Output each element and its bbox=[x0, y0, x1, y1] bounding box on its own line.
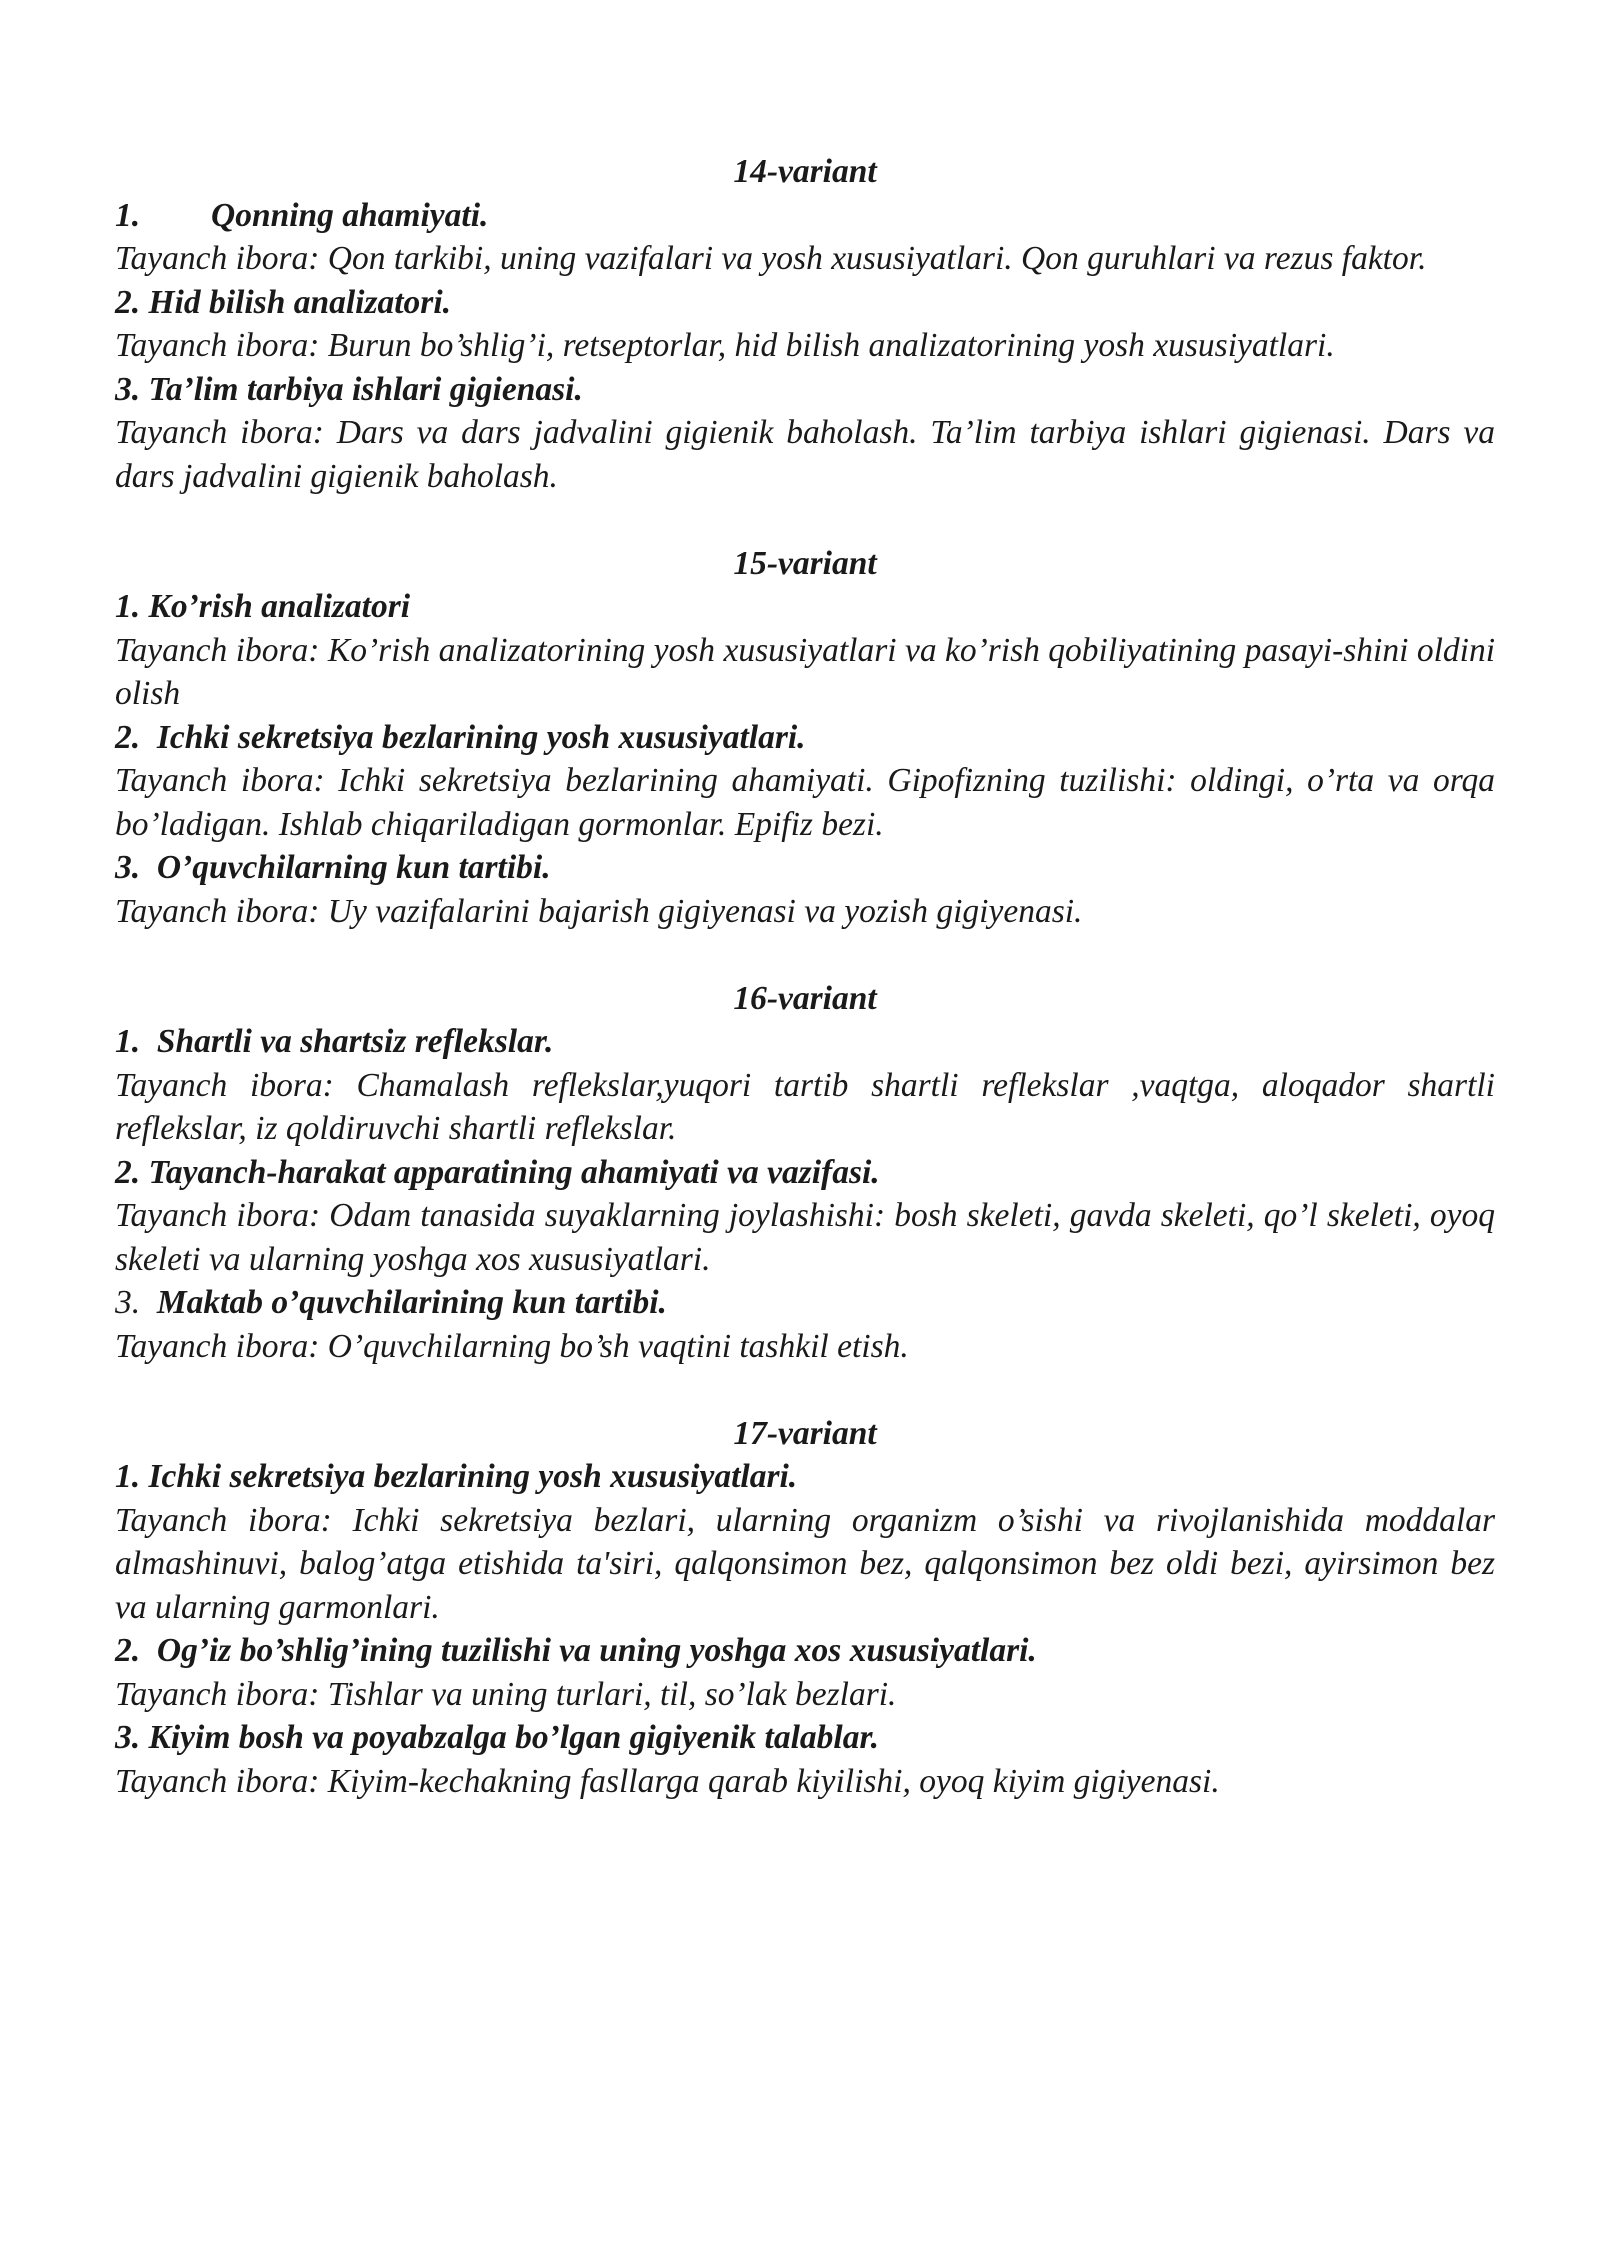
question-heading bbox=[115, 368, 1495, 412]
question-keywords: Tayanch ibora: Burun bo’shlig’i, retseptorlar, hid bilish analizatorining yosh xususiyatlari. bbox=[115, 327, 1335, 364]
question-heading bbox=[115, 281, 1495, 325]
question-number: 3. bbox=[115, 1284, 141, 1321]
question-title: Og’iz bo’shlig’ining tuzilishi va uning yoshga xos xususiyatlari. bbox=[156, 1632, 1037, 1669]
question-title: Shartli va shartsiz reflekslar. bbox=[156, 1023, 554, 1060]
question-title: Maktab o’quvchilarining kun tartibi. bbox=[156, 1284, 667, 1321]
question-keywords: Tayanch ibora: Ichki sekretsiya bezlari, ularning organizm o’sishi va rivojlanishida moddalar almashinuvi, balog’atga etishida ta'siri, qalqonsimon bez, qalqonsimon bez oldi bezi, ayirsimon bez va ularning garmonlari. bbox=[115, 1501, 1495, 1626]
variant-title: 17-variant bbox=[733, 1414, 877, 1452]
question-title: Tayanch-harakat apparatining ahamiyati va vazifasi. bbox=[148, 1153, 880, 1191]
question-number: 1. bbox=[115, 1458, 141, 1495]
variant-15 bbox=[115, 542, 1495, 934]
question-keywords: Tayanch ibora: Odam tanasida suyaklarning joylashishi: bosh skeleti, gavda skeleti, qo’l skeleti, oyoq skeleti va ularning yoshga xos xususiyatlari. bbox=[115, 1197, 1495, 1278]
question-keywords: Tayanch ibora: Tishlar va uning turlari, til, so’lak bezlari. bbox=[115, 1675, 897, 1713]
question-number: 1. bbox=[115, 588, 141, 625]
question-heading bbox=[115, 846, 1495, 890]
question-heading bbox=[115, 1151, 1495, 1195]
question-number: 3. bbox=[115, 849, 141, 886]
question-title: Ta’lim tarbiya ishlari gigienasi. bbox=[148, 370, 583, 408]
question-title: Ichki sekretsiya bezlarining yosh xususiyatlari. bbox=[148, 1458, 798, 1495]
question-heading bbox=[115, 194, 1495, 238]
question-number: 1. bbox=[115, 1023, 141, 1060]
question-number: 3. bbox=[115, 1719, 141, 1756]
question-keywords: Tayanch ibora: Qon tarkibi, uning vazifalari va yosh xususiyatlari. Qon guruhlari va rezus faktor. bbox=[115, 240, 1427, 277]
question-keywords: Tayanch ibora: Chamalash reflekslar,yuqori tartib shartli reflekslar ,vaqtga, aloqador shartli reflekslar, iz qoldiruvchi shartli reflekslar. bbox=[115, 1066, 1495, 1147]
question-title: O’quvchilarning kun tartibi. bbox=[156, 849, 551, 886]
question-heading bbox=[115, 1020, 1495, 1064]
question-heading bbox=[115, 1629, 1495, 1673]
question-number: 3. bbox=[115, 370, 141, 408]
variant-17 bbox=[115, 1412, 1495, 1804]
question-keywords: Tayanch ibora: O’quvchilarning bo’sh vaqtini tashkil etish. bbox=[115, 1327, 909, 1365]
question-keywords: Tayanch ibora: Dars va dars jadvalini gigienik baholash. Ta’lim tarbiya ishlari gigienasi. Dars va dars jadvalini gigienik baholash. bbox=[115, 414, 1495, 495]
question-heading bbox=[115, 1455, 1495, 1499]
variant-title: 16-variant bbox=[733, 979, 877, 1017]
question-heading bbox=[115, 1281, 1495, 1325]
variant-title: 15-variant bbox=[733, 544, 877, 582]
variant-14 bbox=[115, 150, 1495, 498]
question-heading bbox=[115, 585, 1495, 629]
question-title: Ko’rish analizatori bbox=[148, 588, 411, 625]
question-heading bbox=[115, 716, 1495, 760]
question-keywords: Tayanch ibora: Kiyim-kechakning fasllarga qarab kiyilishi, oyoq kiyim gigiyenasi. bbox=[115, 1762, 1220, 1800]
question-keywords: Tayanch ibora: Ichki sekretsiya bezlarining ahamiyati. Gipofizning tuzilishi: oldingi, o’rta va orqa bo’ladigan. Ishlab chiqariladigan gormonlar. Epifiz bezi. bbox=[115, 762, 1495, 843]
question-title: Hid bilish analizatori. bbox=[148, 283, 452, 321]
question-title: Ichki sekretsiya bezlarining yosh xususiyatlari. bbox=[156, 718, 806, 756]
question-heading bbox=[115, 1716, 1495, 1760]
question-number: 2. bbox=[115, 283, 141, 321]
question-number: 2. bbox=[115, 718, 141, 756]
question-keywords: Tayanch ibora: Uy vazifalarini bajarish gigiyenasi va yozish gigiyenasi. bbox=[115, 892, 1083, 930]
question-title: Kiyim bosh va poyabzalga bo’lgan gigiyenik talablar. bbox=[148, 1719, 880, 1756]
document-page bbox=[115, 150, 1495, 1803]
question-number: 1. bbox=[115, 196, 141, 234]
variant-16 bbox=[115, 977, 1495, 1369]
question-number: 2. bbox=[115, 1153, 141, 1191]
question-title: Qonning ahamiyati. bbox=[211, 196, 489, 234]
question-number: 2. bbox=[115, 1632, 141, 1669]
variant-title: 14-variant bbox=[733, 153, 877, 190]
question-keywords: Tayanch ibora: Ko’rish analizatorining yosh xususiyatlari va ko’rish qobiliyatining pasayi-shini oldini olish bbox=[115, 631, 1495, 712]
